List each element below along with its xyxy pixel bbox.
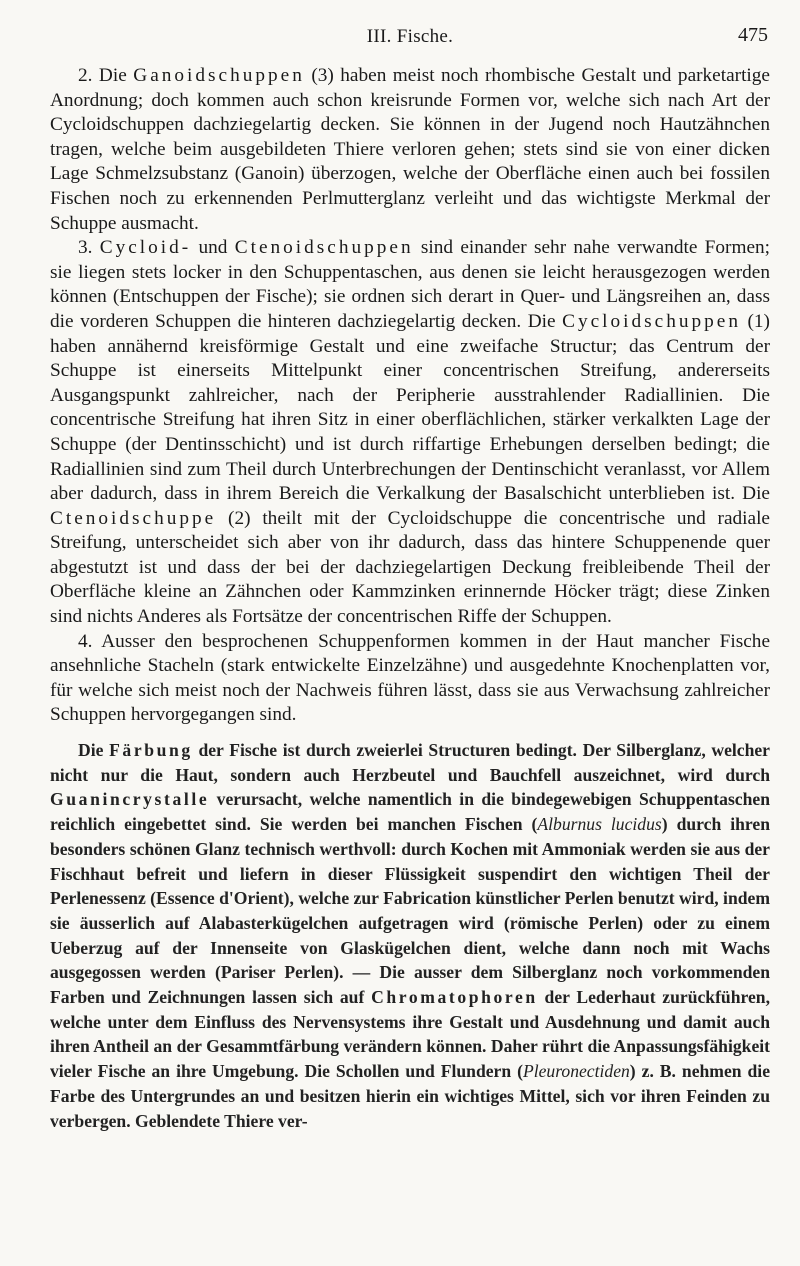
paragraph-text: ) durch ihren besonders schönen Glanz technisch werthvoll: durch Kochen mit Ammoniak werden sie aus der Fischhaut befreit und liefern in dieser Flüssigkeit suspendirt den wichtigen Theil der Perlenessenz (Essence d'Orient), welche zur Fabrication künstlicher Perlen benutzt wird, indem sie äusserlich auf Alabasterkügelchen aufgetragen wird (römische Perlen) oder zu einem Ueberzug auf der Innenseite von Glaskügelchen dient, welche dann noch mit Wachs ausgegossen werden (Pariser Perlen). — Die ausser dem Silberglanz noch vorkommenden Farben und Zeichnungen lassen sich auf [50,814,770,1008]
small-print-section [50,738,770,1133]
term-cycloid: Cycloid- [99,237,192,259]
page-header [50,14,770,52]
paragraph-text: Die [78,740,110,761]
term-faerbung: Färbung [109,740,193,761]
main-text [50,64,770,728]
paragraph-text: der Lederhaut zurückführen, welche unter dem Einfluss des Nervensystems ihre Gestalt und Ausdehnung und damit auch ihren Antheil an der Gesammtfärbung verändern können. Daher rührt die Anpassungsfähigkeit vieler Fische an ihre Umgebung. Die Schollen und Flundern ( [50,987,770,1082]
paragraph-number: 2. Die [78,65,134,86]
paragraph-text: verursacht, welche namentlich in die bindegewebigen Schuppentaschen reichlich eingebettet sind. Sie werden bei manchen Fischen ( [50,789,770,835]
term-ganoidschuppen: Ganoidschuppen [133,65,305,86]
paragraph-cycloid-ctenoid-scales [50,236,770,630]
paragraph-text: und [191,237,235,259]
species-name-alburnus: Alburnus lucidus [537,814,662,835]
running-title: III. Fische. [366,26,454,47]
paragraph-text: sind einander sehr nahe verwandte Formen; sie liegen stets locker in den Schuppentaschen, aus denen sie leicht herausgezogen werden können (Entschuppen der Fische); sie ordnen sich derart in Quer- und Längsreihen an, dass die vorderen Schuppen die hinteren dachziegelartig decken. Die [50,237,771,332]
paragraph-other-scale-forms: 4. Ausser den besprochenen Schuppenformen kommen in der Haut mancher Fische ansehnliche Stacheln (stark entwickelte Einzelzähne) und ausgedehnte Knochenplatten vor, für welche sich meist noch der Nachweis führen lässt, dass sie aus Verwachsung zahlreicher Schuppen hervorgegangen sind. [50,630,770,726]
term-ctenoidschuppe: Ctenoidschuppe [50,507,217,529]
paragraph-text: ) z. B. nehmen die Farbe des Untergrundes an und besitzen hierin ein wichtiges Mittel, sich vor ihren Feinden zu verbergen. Geblendete Thiere ver- [50,1061,771,1131]
paragraph-text: (3) haben meist noch rhombische Gestalt und parketartige Anordnung; doch kommen auch schon kreisrunde Formen vor, welche sich nach Art der Cycloidschuppen dachziegelartig decken. Sie können in der Jugend noch Hautzähnchen tragen, welche beim ausgebildeten Thiere verloren gehen; stets sind sie von einer dicken Lage Schmelzsubstanz (Ganoin) überzogen, welche der Oberfläche einen auch bei fossilen Fischen noch zu erkennenden Perlmutterglanz verleiht und das wichtigste Merkmal der Schuppe ausmacht. [50,65,770,234]
book-page [50,14,770,1133]
paragraph-text: (2) theilt mit der Cycloidschuppe die concentrische und radiale Streifung, unterscheidet sich aber von ihr dadurch, dass das hintere Schuppenende quer abgestutzt ist und dass der bei der dachziegelartigen Deckung freibleibende Theil der Oberfläche kleine an Zähnchen oder Kammzinken erinnernde Höcker trägt; diese Zinken sind nichts Anderes als Fortsätze der concentrischen Riffe der Schuppen. [50,507,770,628]
term-ctenoidschuppen: Ctenoidschuppen [234,237,414,259]
paragraph-text: (1) haben annähernd kreisförmige Gestalt und eine zweifache Structur; das Centrum der Schuppe ist einerseits Mittelpunkt einer concentrischen Streifung, andererseits Ausgangspunkt zahlreicher, nach der Peripherie ausstrahlender Radiallinien. Die concentrische Streifung hat ihren Sitz in einer oberflächlichen, stärker verkalkten Lage der Schuppe (der Dentinsschicht) und ist durch riffartige Erhebungen derselben bedingt; die Radiallinien sind zum Theil durch Unterbrechungen der Dentinschicht veranlasst, vor Allem aber dadurch, dass in ihrem Bereich die Verkalkung der Basalschicht unterblieben ist. Die [50,310,770,505]
term-guanincrystalle: Guanincrystalle [50,789,210,810]
paragraph-ganoid-scales [50,64,770,236]
paragraph-coloration [50,738,770,1133]
term-chromatophoren: Chromatophoren [371,987,538,1008]
paragraph-number: 3. [78,237,100,259]
page-number: 475 [738,24,768,46]
term-cycloidschuppen: Cycloidschuppen [562,310,741,332]
taxon-name-pleuronectiden: Pleuronectiden [522,1061,630,1082]
paragraph-text: der Fische ist durch zweierlei Structuren bedingt. Der Silberglanz, welcher nicht nur die Haut, sondern auch Herzbeutel und Bauchfell auszeichnet, wird durch [50,740,770,785]
